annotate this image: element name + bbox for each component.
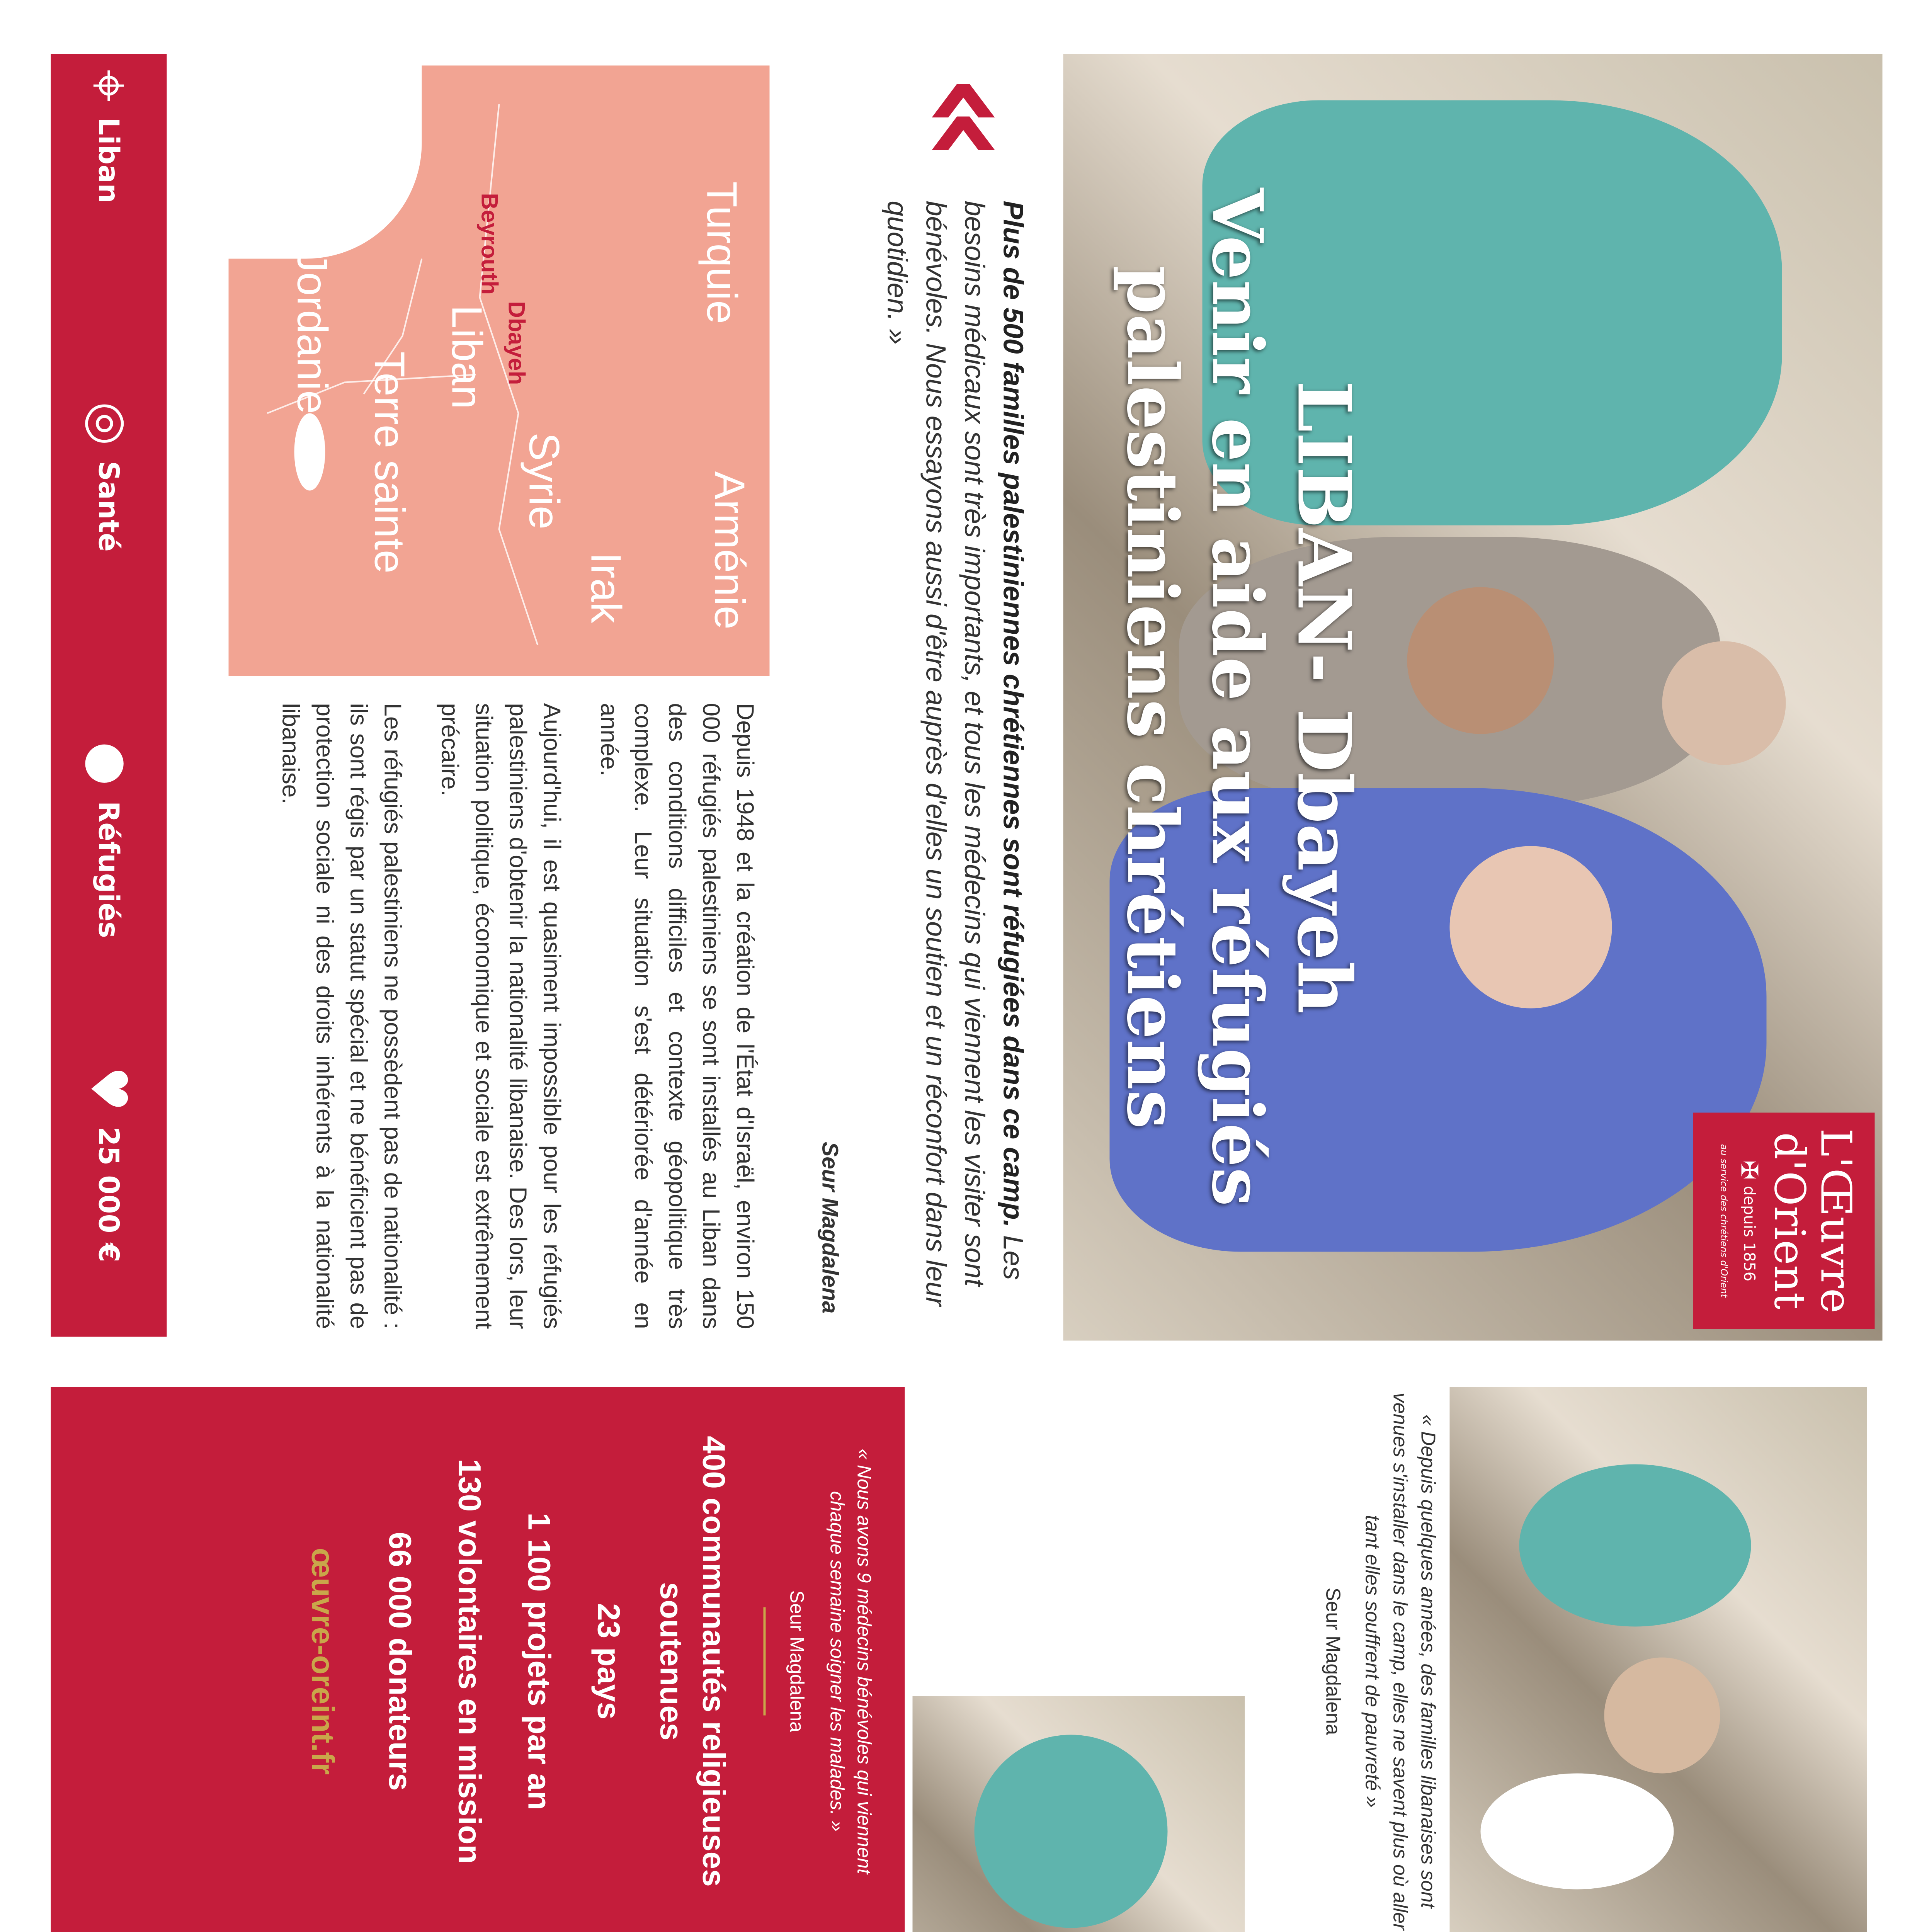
person-icon: ● — [79, 742, 138, 786]
stat-3: 1 100 projets par an — [521, 1512, 557, 1810]
target-icon: ◎ — [79, 401, 138, 446]
intro-paragraph-2: Aujourd'hui, il est quasiment impossible pour les réfugiés palestiniens d'obtenir la nationalité libanaise. Des lors, leur situation politique, économique et sociale est extrêmement précaire. — [436, 703, 565, 1329]
stat-1: 400 communautés religieuses soutenues — [653, 1436, 731, 1887]
intro-paragraph-3: Les réfugiés palestiniens ne possèdent pas de nationalité : ils sont régis par un statut spécial et ne bénéficient pas de protection sociale ni des droits inhérents à la nationalité libanaise. — [277, 703, 406, 1329]
tag-sante — [66, 402, 151, 641]
logo-tagline: au service des chrétiens d'Orient — [1718, 1144, 1730, 1298]
logo-line1: L'Œuvre — [1811, 1128, 1861, 1314]
website-link[interactable]: œuvre-oreint.fr — [305, 1548, 340, 1775]
map-pin-icon: ⌖ — [76, 69, 143, 102]
hands-heart-icon: ♥ — [79, 1066, 138, 1112]
map-label-irak: Irak — [582, 552, 630, 623]
map-label-armenie: Arménie — [706, 471, 754, 630]
tag-budget-label: 25 000 € — [92, 1127, 125, 1262]
middle-photo-2 — [913, 1696, 1245, 1932]
caption-2-text: « Nous avons 9 médecins bénévoles qui viennent chaque semaine soigner les malades. » — [826, 1449, 875, 1874]
tag-refugies — [66, 742, 151, 1020]
quote-marks: « — [890, 73, 1052, 163]
caption-2-author: Seur Magdalena — [786, 1590, 808, 1732]
middle-red-panel — [51, 1387, 905, 1932]
cover-quote-author: Seur Magdalena — [817, 1141, 843, 1314]
cover-title-line2: Venir en aide aux réfugiés — [1196, 188, 1278, 1207]
map-label-liban: Liban — [443, 305, 491, 409]
cover-title-line1: LIBAN- Dbayeh — [1281, 380, 1368, 1014]
map-label-turquie: Turquie — [698, 181, 746, 324]
map-label-terre-sainte: Terre sainte — [366, 351, 413, 574]
cover-title — [1090, 54, 1369, 1341]
caption-1-author: Seur Magdalena — [1322, 1587, 1344, 1735]
tag-liban — [66, 70, 151, 309]
tag-budget — [66, 1066, 151, 1329]
intro-paragraph-1: Depuis 1948 et la création de l'État d'Israël, environ 150 000 réfugiés palestiniens se sont installés au Liban dans des conditions difficiles et contexte géopolitique très complexe. Leur situation s'est détériorée d'année en année. — [595, 703, 759, 1329]
map-label-dbayeh: Dbayeh — [503, 301, 530, 385]
map-label-beyrouth: Beyrouth — [476, 193, 503, 295]
tag-liban-label: Liban — [92, 117, 125, 203]
cover-quote-rest: Les besoins médicaux sont très importants, et tous les médecins qui viennent les visiter sont bénévoles. Nous essayons aussi d'être auprès d'elles un soutien et un réconfort dans leur quotidien. » — [881, 201, 1029, 1306]
stat-4: 130 volontaires en mission — [452, 1459, 487, 1864]
cover-intro — [236, 703, 762, 1329]
logo-since: depuis 1856 — [1740, 1186, 1758, 1282]
region-map — [229, 66, 770, 676]
oeuvre-logo — [1693, 1113, 1875, 1329]
map-label-jordanie: Jordanie — [288, 251, 336, 414]
tags-bar — [51, 54, 167, 1337]
logo-line2: d'Orient — [1765, 1132, 1815, 1310]
middle-caption-1 — [1264, 1387, 1442, 1932]
stat-5: 66 000 donateurs — [382, 1532, 418, 1791]
cover-quote-bold: Plus de 500 familles palestiniennes chrétiennes sont réfugiées dans ce camp. — [997, 201, 1029, 1228]
cover-title-line3: palestiniens chrétiens — [1111, 265, 1193, 1129]
caption-1-text: « Depuis quelques années, des familles libanaises sont venues s'installer dans le camp, elles ne savent plus où aller tant elles souffrent de pauvreté » — [1361, 1392, 1439, 1930]
stat-2: 23 pays — [591, 1603, 626, 1719]
tag-sante-label: Santé — [92, 461, 125, 552]
cross-icon: ✠ — [1735, 1160, 1763, 1180]
middle-photo-1 — [1450, 1387, 1867, 1932]
map-label-syrie: Syrie — [520, 432, 568, 530]
tag-refugies-label: Réfugiés — [92, 801, 125, 938]
